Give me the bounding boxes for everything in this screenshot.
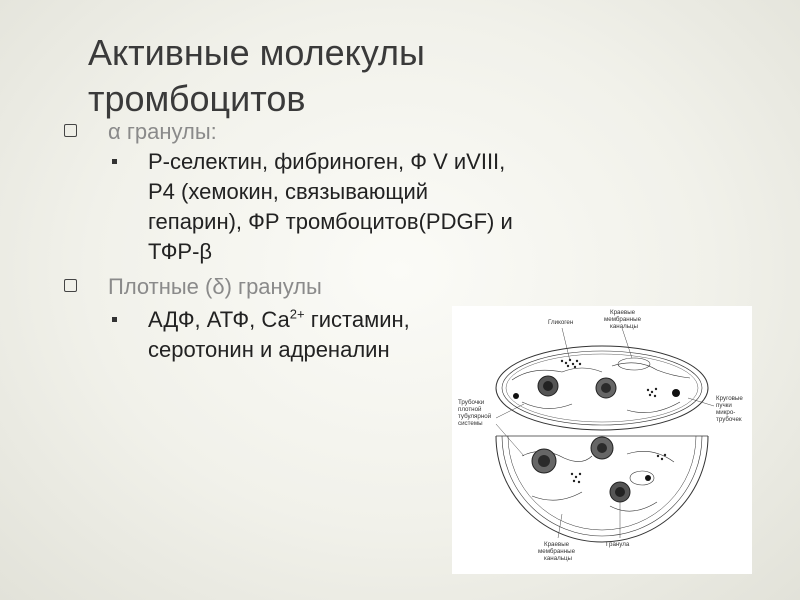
- dense-body: [513, 393, 519, 399]
- dense-granules-heading: Плотные (δ) гранулы: [108, 274, 322, 299]
- dense-line-1-post: гистамин,: [304, 307, 410, 332]
- alpha-granules-text: [148, 147, 618, 267]
- marginal-canals-bottom-label: Краевые мембранные канальцы: [538, 541, 576, 562]
- dense-body: [645, 475, 651, 481]
- alpha-granules-heading: α гранулы:: [108, 119, 217, 144]
- bullet-square-icon: [112, 317, 117, 322]
- microtubules-label: Круговые пучки микро- трубочек: [716, 395, 743, 423]
- tubule: [627, 451, 674, 462]
- tubule: [532, 492, 582, 500]
- slide-title: Активные молекулы тромбоцитов: [88, 32, 425, 119]
- glycogen-label: Гликоген: [548, 319, 574, 326]
- alpha-line-2: P4 (хемокин, связывающий: [148, 179, 429, 204]
- platelet-diagram: [452, 306, 752, 574]
- tubule: [522, 402, 572, 409]
- granule-core: [543, 381, 553, 391]
- granule-core: [597, 443, 607, 453]
- alpha-line-1: P-селектин, фибриноген, Ф V иVIII,: [148, 149, 506, 174]
- lower-granules: [532, 437, 666, 502]
- alpha-line-4: ТФР-β: [148, 239, 213, 264]
- granule-core: [615, 487, 625, 497]
- bullet-box-icon: [64, 124, 77, 137]
- granule-core: [538, 455, 550, 467]
- dense-line-2: серотонин и адреналин: [148, 337, 390, 362]
- dense-line-1-sup: 2+: [289, 306, 305, 322]
- mitochondrion: [618, 358, 650, 370]
- glycogen-dots: [571, 454, 666, 483]
- tubule: [612, 363, 690, 378]
- marginal-canals-top-label: Краевые мембранные канальцы: [604, 309, 642, 330]
- upper-granules: [513, 359, 680, 399]
- bullet-box-icon: [64, 279, 77, 292]
- dense-line-1-pre: АДФ, АТФ, Са: [148, 307, 290, 332]
- tubule: [610, 502, 657, 511]
- granule-label: Гранула: [606, 541, 630, 548]
- granule-core: [601, 383, 611, 393]
- platelet-diagram-svg: [452, 306, 752, 574]
- alpha-line-3: гепарин), ФР тромбоцитов(PDGF) и: [148, 209, 513, 234]
- dense-body: [672, 389, 680, 397]
- bullet-square-icon: [112, 159, 117, 164]
- tubule: [512, 368, 602, 380]
- dense-tubular-label: Трубочки плотной тубулярной системы: [458, 399, 492, 427]
